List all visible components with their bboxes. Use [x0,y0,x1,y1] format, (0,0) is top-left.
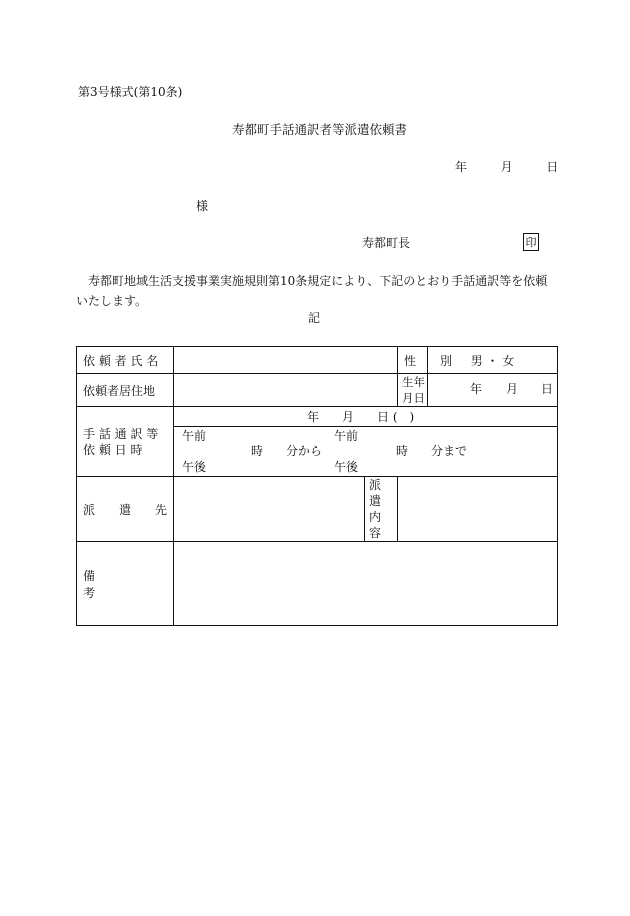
address-field[interactable] [174,374,398,407]
dispatch-label: 派 遣 先 [77,477,174,542]
end-pm-label: 午後 [334,460,359,474]
remarks-field[interactable] [174,542,558,626]
datetime-time-row [174,427,557,476]
birth-date-field[interactable] [428,374,558,407]
request-body-text: 寿都町地域生活支援事業実施規則第10条規定により、下記のとおり手話通訳等を依頼いたします。 [76,274,548,308]
gender-options[interactable]: 男 ・ 女 [428,347,558,374]
issuer-title: 寿都町長 [362,236,411,250]
gender-label: 性 別 [404,353,453,368]
dt-month-label: 月 [342,410,355,424]
content-label-line2: 内 容 [369,510,406,540]
content-label [365,477,406,542]
dispatch-content-field[interactable] [398,477,558,542]
date-month-label: 月 [500,160,513,174]
date-day-label: 日 [546,160,559,174]
form-number: 第3号様式(第10条) [78,85,183,99]
birth-month-label: 月 [506,382,519,396]
dt-day-label: 日 ( ) [377,410,415,424]
birth-label: 生年月日 [398,374,428,407]
start-am-label: 午前 [182,429,207,443]
table-row-name [77,347,558,374]
content-label-line1: 派 遣 [369,478,406,508]
table-row-datetime [77,407,558,477]
datetime-label [77,407,174,477]
table-row-remarks [77,542,558,626]
dispatch-location-field[interactable] [174,477,365,542]
start-from-label: 分から [286,444,323,458]
end-am-label: 午前 [334,429,359,443]
end-hour-label: 時 [396,444,409,458]
ki-heading: 記 [308,311,321,325]
datetime-label-line1: 手 話 通 訳 等 [83,426,159,441]
request-form-table [76,346,558,626]
birth-year-label: 年 [470,382,483,396]
name-label: 依 頼 者 氏 名 [77,347,174,374]
date-header [455,161,558,173]
birth-day-label: 日 [541,382,554,396]
end-until-label: 分まで [431,444,468,458]
datetime-field[interactable] [174,407,558,477]
address-label: 依頼者居住地 [77,374,174,407]
start-hour-label: 時 [251,444,264,458]
date-year-label: 年 [455,160,468,174]
seal-mark: 印 [523,233,539,251]
table-row-dispatch [77,477,558,542]
remarks-label: 備 考 [77,542,174,626]
gender-label-cell [398,347,453,374]
document-title: 寿都町手話通訳者等派遣依頼書 [232,122,408,137]
start-pm-label: 午後 [182,460,207,474]
datetime-date-row [174,407,557,427]
datetime-label-line2: 依 頼 日 時 [83,442,143,457]
table-row-address [77,374,558,407]
addressee-suffix: 様 [196,199,209,213]
dt-year-label: 年 [307,410,320,424]
name-field[interactable] [174,347,398,374]
